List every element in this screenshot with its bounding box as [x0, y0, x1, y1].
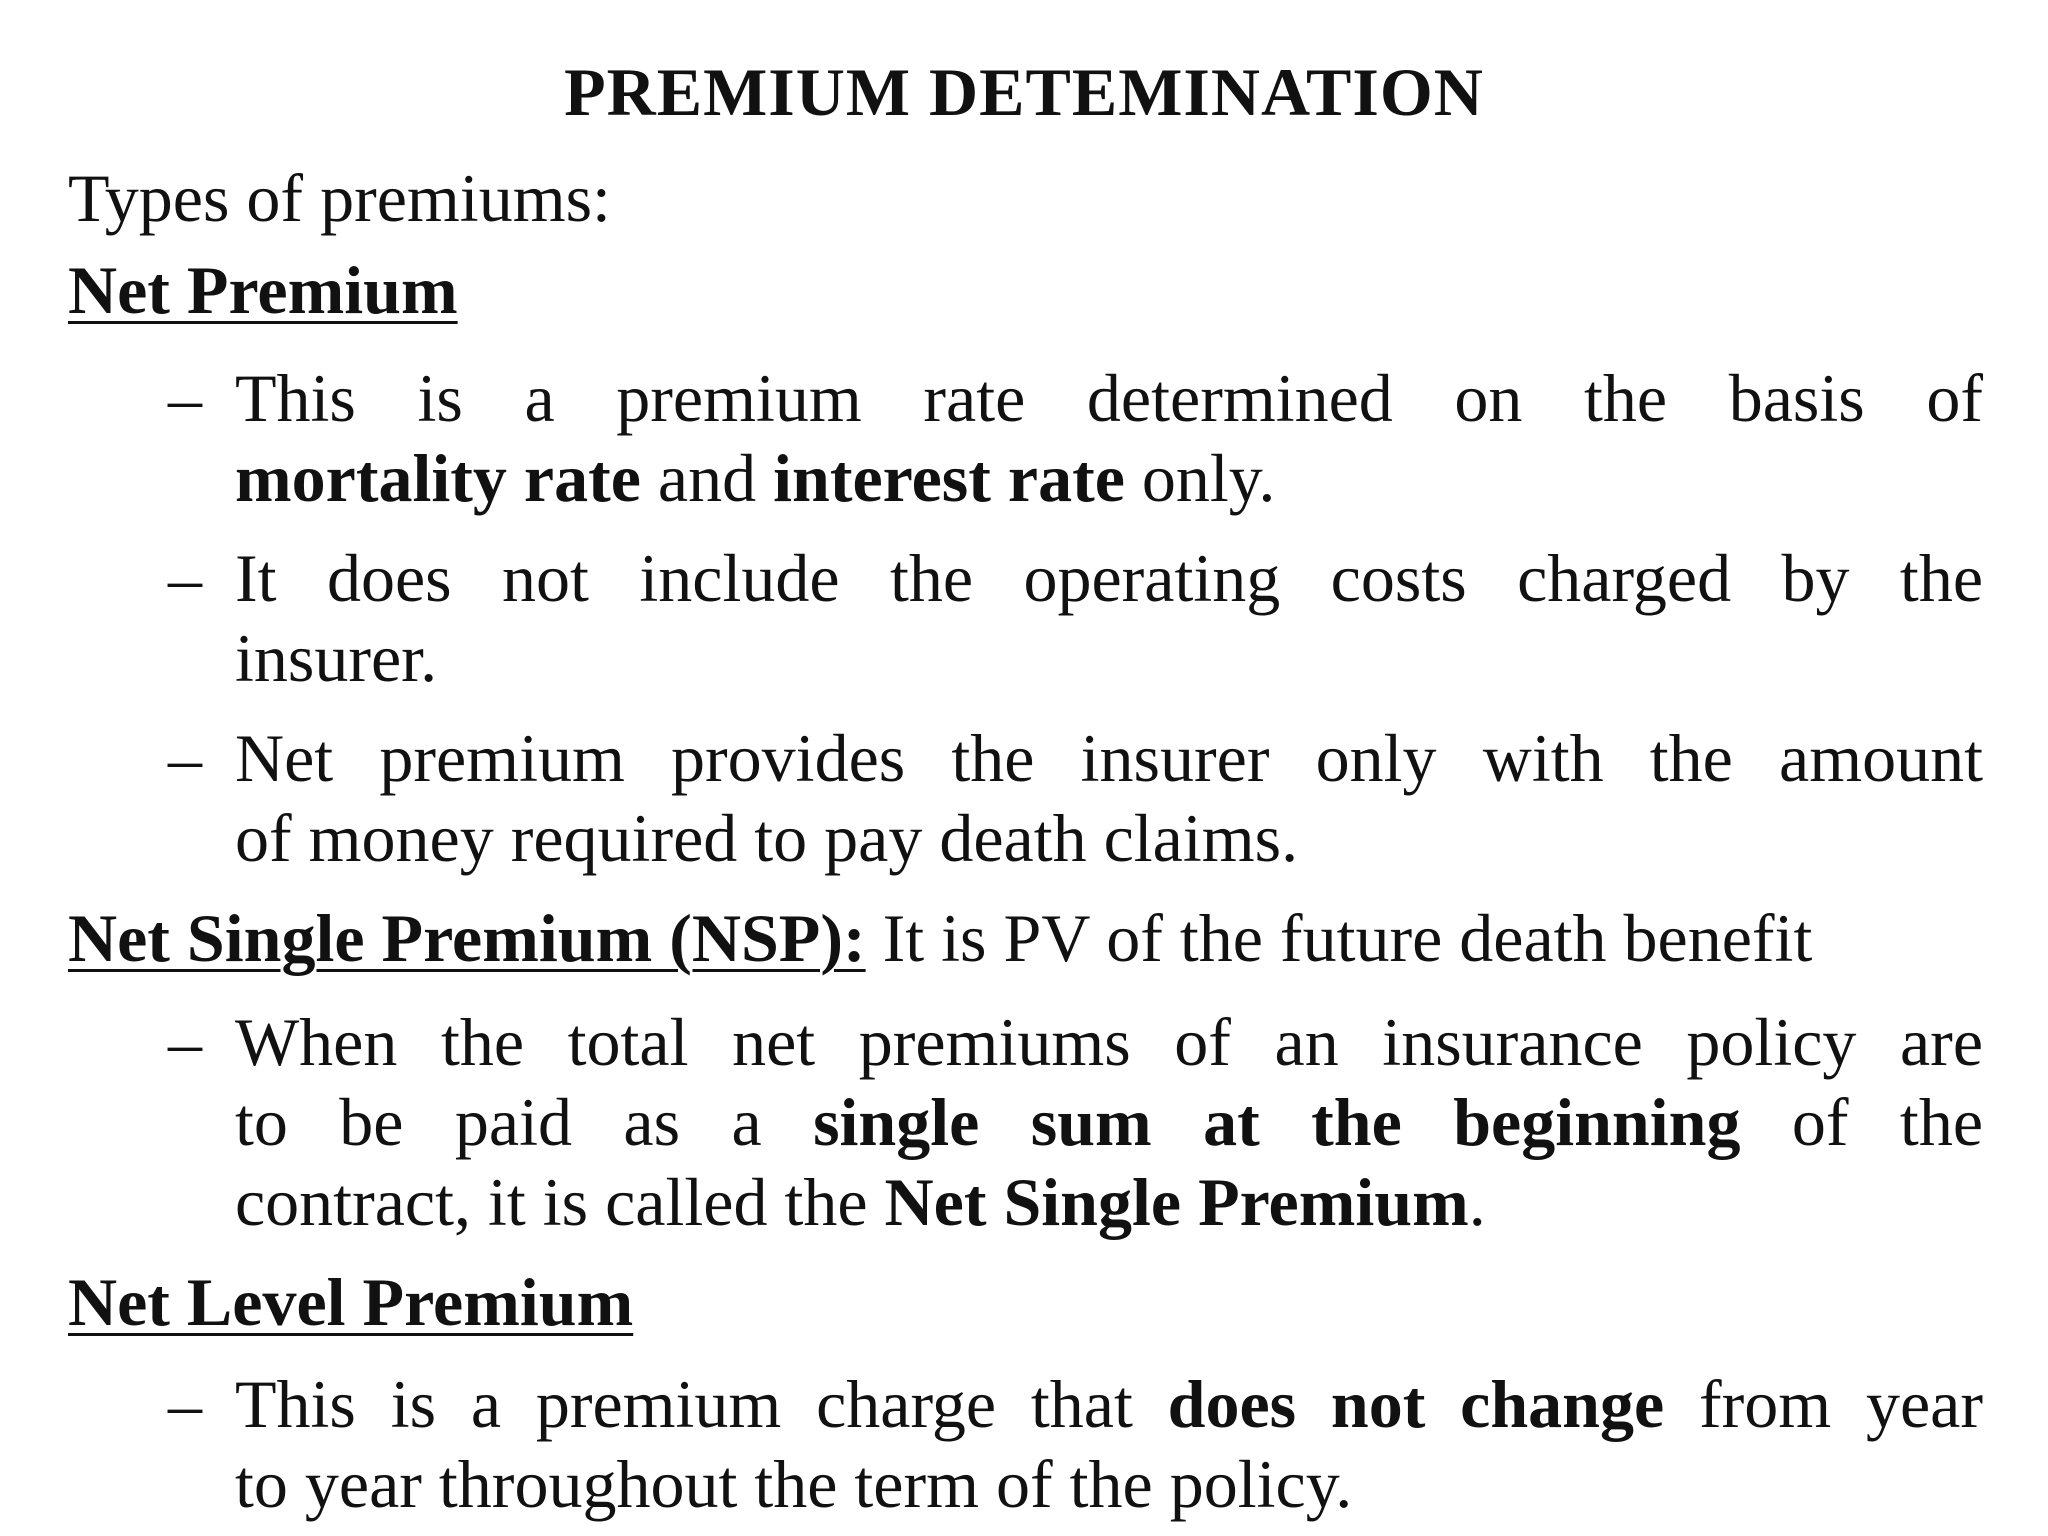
nsp-bullet-line-2 — [235, 1082, 1983, 1162]
intro-text: Types of premiums: — [68, 160, 611, 236]
net-premium-bullet-1-line-1: This is a premium rate determined on the basis of — [235, 360, 1983, 436]
nlp-bullet-line-1 — [235, 1364, 1983, 1444]
text-only: only. — [1124, 440, 1276, 516]
bold-does-not-change: does not change — [1167, 1366, 1665, 1442]
nsp-bullet-line-3 — [235, 1162, 1486, 1242]
nlp-bullet-line-2: to year throughout the term of the policy. — [235, 1446, 1353, 1522]
bold-mortality-rate: mortality rate — [235, 440, 641, 516]
nsp-heading-text: It is PV of the future death benefit — [865, 900, 1813, 976]
net-premium-bullet-3-line-1: Net premium provides the insurer only with the amount — [235, 720, 1983, 796]
page-title: PREMIUM DETEMINATION — [564, 54, 1484, 130]
nsp-heading: Net Single Premium (NSP): — [68, 900, 866, 976]
nlp-heading: Net Level Premium — [68, 1264, 634, 1340]
bold-net-single-premium: Net Single Premium — [884, 1164, 1469, 1240]
net-premium-bullet-1-line-2 — [235, 438, 1275, 518]
nsp-text-3: contract, it is called the — [235, 1164, 885, 1240]
bold-interest-rate: interest rate — [773, 440, 1125, 516]
bold-single-sum: single sum at the beginning — [813, 1084, 1741, 1160]
net-premium-bullet-3-line-2: of money required to pay death claims. — [235, 800, 1299, 876]
nsp-text-2: of the — [1740, 1084, 1984, 1160]
nsp-bullet-line-1: When the total net premiums of an insurance policy are — [235, 1004, 1983, 1080]
bullet-dash: – — [168, 720, 202, 796]
nlp-text-1: This is a premium charge that — [235, 1366, 1168, 1442]
nsp-line — [68, 898, 1812, 978]
net-premium-bullet-2-line-1: It does not include the operating costs charged by the — [235, 540, 1983, 616]
bullet-dash: – — [168, 1004, 202, 1080]
bullet-dash: – — [168, 360, 202, 436]
net-premium-heading: Net Premium — [68, 252, 458, 328]
nsp-text-1: to be paid as a — [235, 1084, 814, 1160]
net-premium-bullet-2-line-2: insurer. — [235, 620, 438, 696]
text-and: and — [640, 440, 774, 516]
nsp-text-4: . — [1468, 1164, 1486, 1240]
bullet-dash: – — [168, 1366, 202, 1442]
bullet-dash: – — [168, 540, 202, 616]
nlp-text-2: from year — [1664, 1366, 1983, 1442]
